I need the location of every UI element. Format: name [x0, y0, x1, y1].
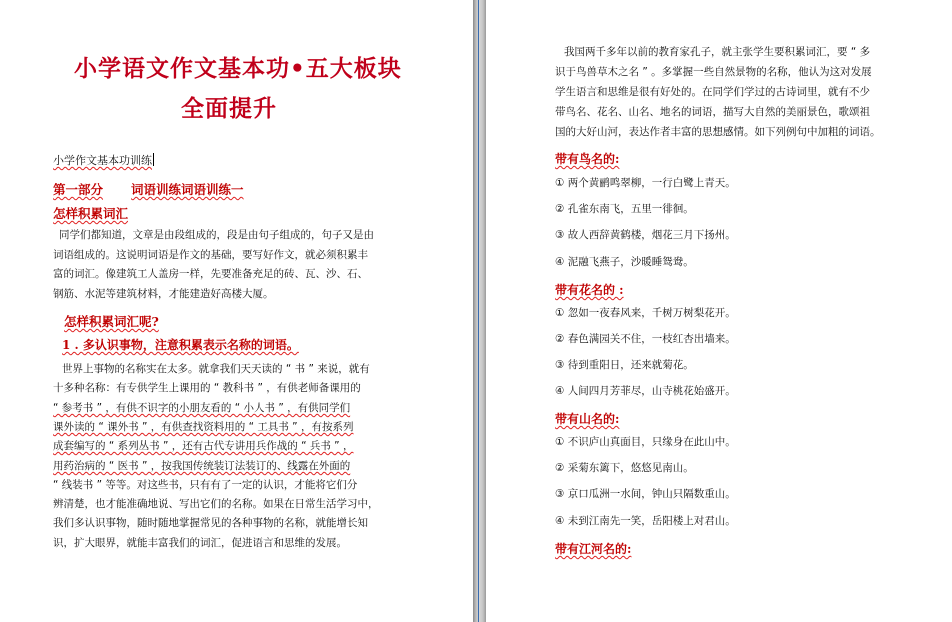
body-line-8: 辨清楚，也才能准确地说、写出它们的名称。如果在日常生活学习中， — [53, 498, 379, 510]
right-page — [486, 0, 952, 622]
flower-item-3: ③ 待到重阳日，还来就菊花。 — [555, 359, 694, 371]
intro-line-2: 词语组成的。这说明词语是作文的基础，要写好作文，就必须积累丰 — [53, 249, 368, 261]
mountain-item-3: ③ 京口瓜洲一水间，钟山只隔数重山。 — [555, 488, 736, 500]
part1-heading — [53, 180, 244, 198]
flower-item-2: ② 春色满园关不住，一枝红杏出墙来。 — [555, 333, 736, 345]
body-line-9: 我们多认识事物，随时随地掌握常见的各种事物的名称，就能增长知 — [53, 517, 368, 529]
mountain-item-2: ② 采菊东篱下，悠悠见南山。 — [555, 462, 694, 474]
mountain-item-4: ④ 未到江南先一笑，岳阳楼上对君山。 — [555, 515, 736, 527]
mountain-item-1: ① 不识庐山真面目，只缘身在此山中。 — [555, 436, 736, 448]
right-intro-line-5: 国的大好山河，表达作者丰富的思想感情。如下列例句中加粗的词语。 — [555, 126, 881, 138]
bird-item-4: ④ 泥融飞燕子，沙暖睡鸳鸯。 — [555, 256, 694, 268]
left-page — [0, 0, 473, 622]
subtitle-line[interactable] — [53, 153, 154, 167]
section-heading-mountains: 带有山名的: — [555, 412, 620, 426]
part1-label: 第一部分 — [53, 182, 104, 197]
page-gutter — [473, 0, 486, 622]
right-intro-line-2: 识于鸟兽草木之名 ” 。多掌握一些自然景物的名称，他认为这对发展 — [555, 66, 872, 78]
flower-item-1: ① 忽如一夜春风来，千树万树梨花开。 — [555, 307, 736, 319]
doc-title-line1: 小学语文作文基本功•五大板块 — [74, 56, 402, 82]
body-line-6: 用药治病的 “ 医书 ” ，按我国传统装订法装订的、线露在外面的 — [53, 460, 351, 472]
bird-item-2: ② 孔雀东南飞，五里一徘徊。 — [555, 203, 694, 215]
body-line-1: 世界上事物的名称实在太多。就拿我们天天读的 “ 书 ” 来说，就有 — [62, 363, 370, 375]
section-heading: 怎样积累词汇 — [53, 206, 129, 221]
question-heading: 怎样积累词汇呢? — [64, 314, 159, 329]
doc-title-line2: 全面提升 — [181, 96, 277, 122]
right-intro-line-1: 我国两千多年以前的教育家孔子，就主张学生要积累词汇，要 “ 多 — [564, 46, 871, 58]
right-intro-line-4: 带鸟名、花名、山名、地名的词语，描写大自然的美丽景色，歌颂祖 — [555, 106, 870, 118]
bird-item-3: ③ 故人西辞黄鹤楼，烟花三月下扬州。 — [555, 229, 736, 241]
body-line-4: 课外读的 “ 课外书 ” ，有供查找资料用的 “ 工具书 ” ，有按系列 — [53, 421, 354, 433]
body-line-5: 成套编写的 “ 系列丛书 ” ，还有古代专讲用兵作战的 “ 兵书 ” ， — [53, 440, 354, 452]
part1-topic: 词语训练词语训练一 — [131, 182, 244, 197]
intro-line-4: 钢筋、水泥等建筑材料，才能建造好高楼大厦。 — [53, 288, 274, 300]
subtitle: 小学作文基本功训练 — [53, 154, 152, 167]
bird-item-1: ① 两个黄鹂鸣翠柳，一行白鹭上青天。 — [555, 177, 736, 189]
point1-heading: 1 . 多认识事物，注意积累表示名称的词语。 — [62, 338, 299, 352]
body-line-3: “ 参考书 ” ，有供不识字的小朋友看的 “ 小人书 ” ，有供同学们 — [53, 402, 351, 414]
section-heading-flowers: 带有花名的 : — [555, 283, 624, 297]
section-heading-birds: 带有鸟名的: — [555, 152, 620, 166]
body-line-10: 识，扩大眼界，就能丰富我们的词汇，促进语言和思维的发展。 — [53, 537, 347, 549]
flower-item-4: ④ 人间四月芳菲尽，山寺桃花始盛开。 — [555, 385, 736, 397]
right-intro-line-3: 学生语言和思维是很有好处的。在同学们学过的古诗词里，就有不少 — [555, 86, 870, 98]
page-divider — [478, 0, 479, 622]
intro-line-1: 同学们都知道，文章是由段组成的，段是由句子组成的，句子又是由 — [59, 229, 374, 241]
intro-line-3: 富的词汇。像建筑工人盖房一样，先要准备充足的砖、瓦、沙、石、 — [53, 268, 368, 280]
text-cursor — [153, 153, 154, 166]
section-heading-rivers: 带有江河名的: — [555, 542, 632, 556]
body-line-2: 十多种名称：有专供学生上课用的 “ 教科书 ” ，有供老师备课用的 — [53, 382, 361, 394]
body-line-7: “ 线装书 ” 等等。对这些书，只有有了一定的认识，才能将它们分 — [53, 479, 358, 491]
